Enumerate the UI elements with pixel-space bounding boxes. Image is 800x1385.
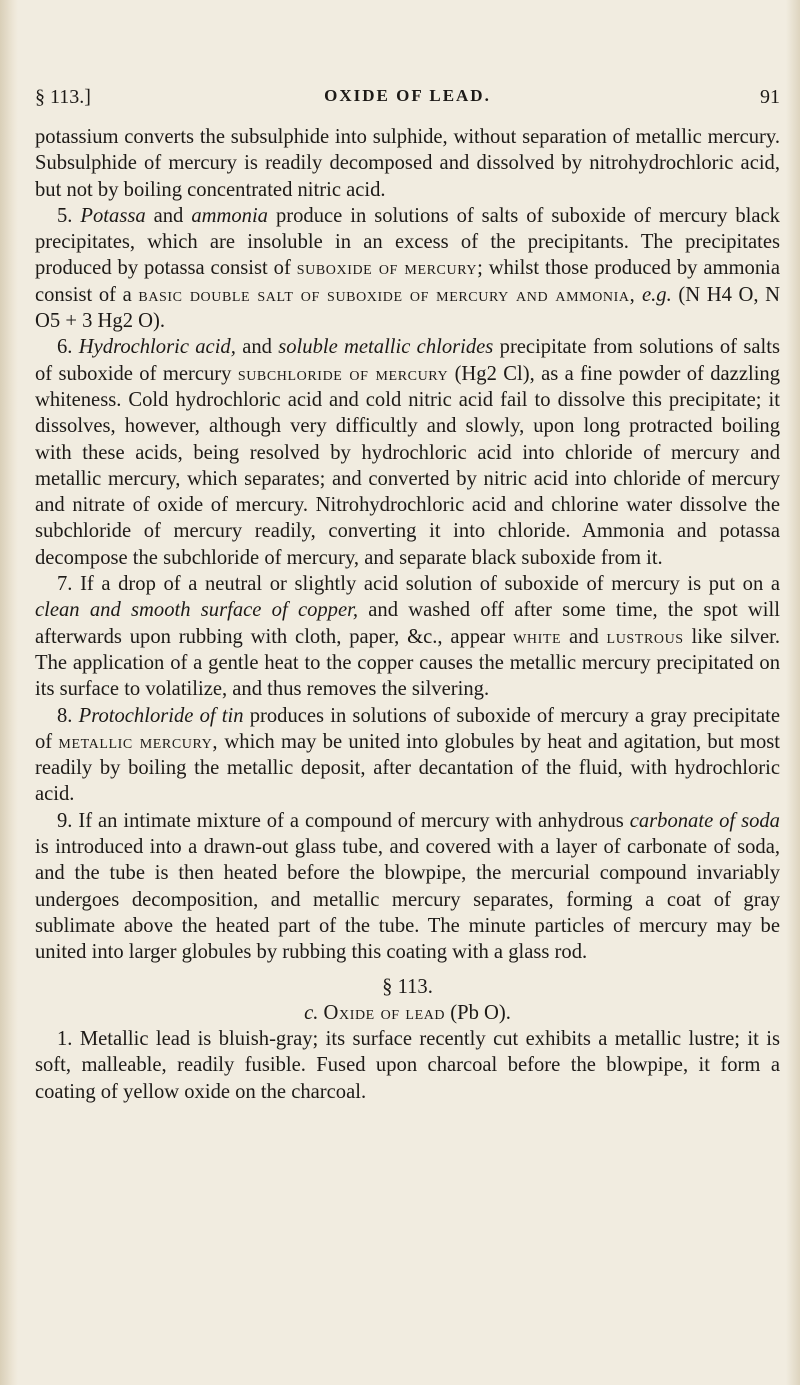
paragraph-7: 7. If a drop of a neutral or slightly acid solution of suboxide of mercury is put on a clean and smooth surface of copper, and washed off after some time, the spot will afterwards upon rubbing with cloth, paper, &c., appear white and lustrous like silver. The application of a gentle heat to the copper causes the metallic mercury precipitated on its surface to volatilize, and thus removes the silvering. — [35, 573, 780, 701]
formula: (N H4 O, N O5 + 3 Hg2 O). — [35, 283, 780, 333]
page-number: 91 — [760, 86, 780, 108]
paragraph-continued: potassium converts the subsulphide into sulphide, without separation of metallic mercury. Subsulphide of mercury is readily decomposed and dissolved by nitrohydrochloric acid, but not by boiling concentrated nitric acid. — [35, 126, 780, 201]
section-number: § 113. — [382, 975, 433, 998]
header-section-ref: § 113.] — [35, 86, 91, 108]
paragraph-lead-1: 1. Metallic lead is bluish-gray; its surface recently cut exhibits a metallic lustre; it is soft, malleable, readily fusible. Fused upon charcoal before the blowpipe, it form a coating of yellow oxide on the charcoal. — [35, 1028, 780, 1103]
paragraph-9: 9. If an intimate mixture of a compound of mercury with anhydrous carbonate of soda is introduced into a drawn-out glass tube, and covered with a layer of carbonate of soda, and the tube is then heated before the blowpipe, the mercurial compound invariably undergoes decomposition, and metallic mercury separates, forming a coat of gray sublimate above the heated part of the tube. The minute particles of mercury may be united into larger globules by rubbing this coating with a glass rod. — [35, 809, 780, 964]
paragraph-8: 8. Protochloride of tin produces in solutions of suboxide of mercury a gray precipitate of metallic mercury, which may be united into globules by heat and agitation, but most readily by boiling the metallic deposit, after decantation of the fluid, with hydrochloric acid. — [35, 704, 780, 806]
paragraph-5: 5. Potassa and ammonia produce in solutions of salts of suboxide of mercury black precipitates, which are insoluble in an excess of the precipitants. The precipitates produced by potassa consist of suboxide of mercury; whilst those produced by ammonia consist of a basic double salt of suboxide of mercury and ammonia, e.g. (N H4 O, N O5 + 3 Hg2 O). — [35, 204, 781, 333]
page-binding-edge — [0, 0, 18, 1385]
section-heading: c. Oxide of lead (Pb O). — [304, 1001, 511, 1024]
header-title: OXIDE OF LEAD. — [324, 86, 491, 105]
running-header — [35, 86, 780, 116]
page-outer-edge — [786, 0, 800, 1385]
body-text — [35, 124, 780, 1105]
paragraph-6: 6. Hydrochloric acid, and soluble metallic chlorides precipitate from solutions of salts of suboxide of mercury subchloride of mercury (Hg2 Cl), as a fine powder of dazzling whiteness. Cold hydrochloric acid and cold nitric acid fail to dissolve this precipitate; it dissolves, however, although very difficultly and slowly, upon long protracted boiling with these acids, being resolved by hydrochloric acid into chloride of mercury and metallic mercury, which separates; and converted by nitric acid into chloride of mercury and nitrate of oxide of mercury. Nitrohydrochloric acid and chlorine water dissolve the subchloride of mercury readily, converting it into chloride. Ammonia and potassa decompose the subchloride of mercury, and separate black suboxide from it. — [35, 336, 781, 569]
